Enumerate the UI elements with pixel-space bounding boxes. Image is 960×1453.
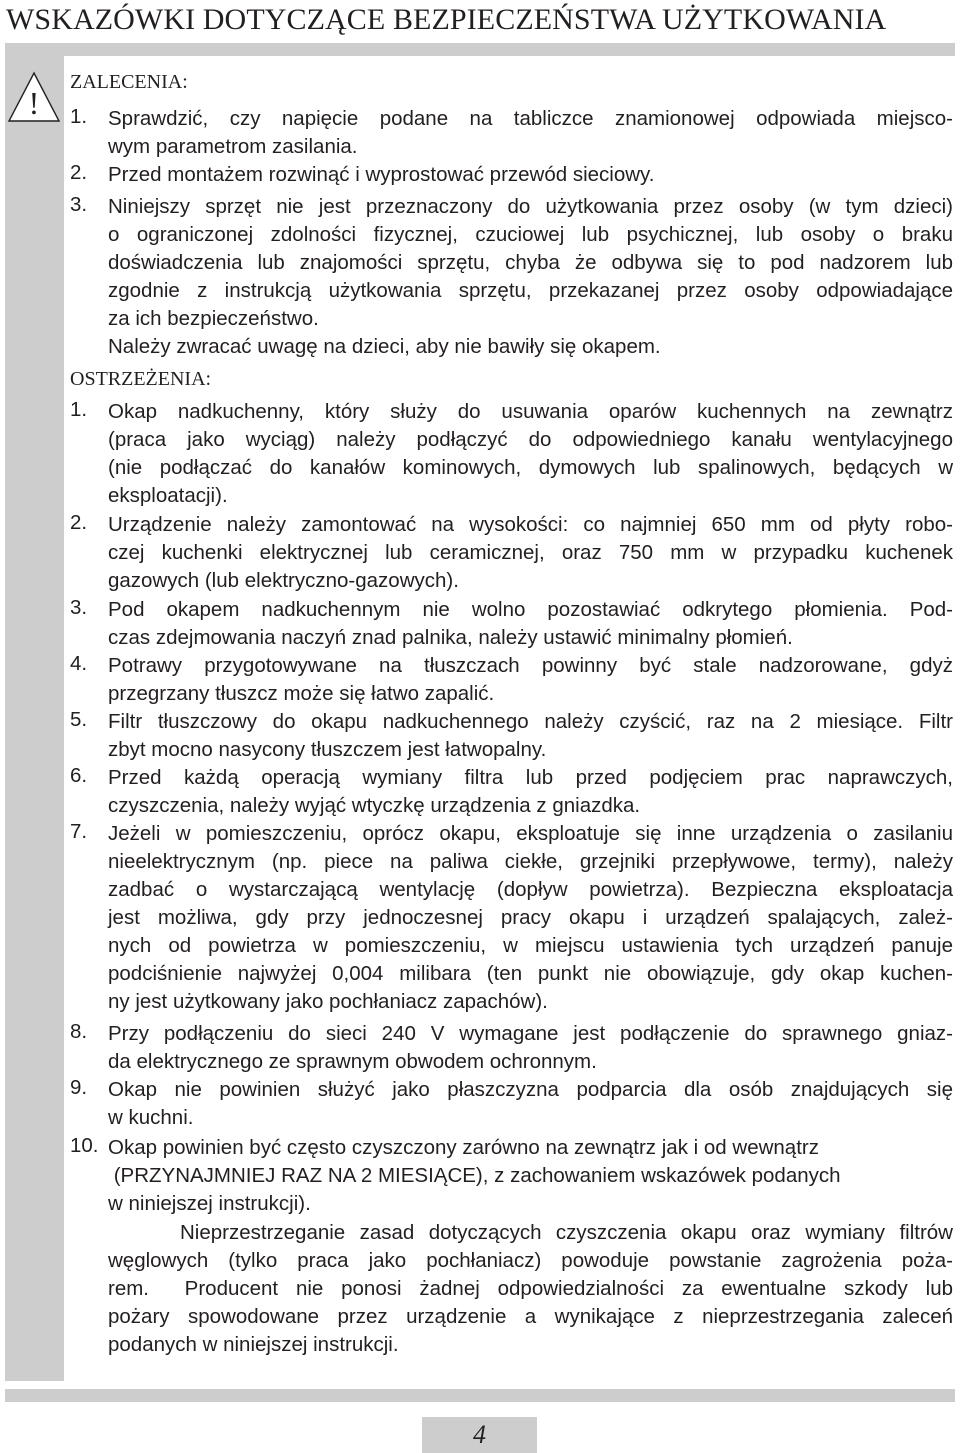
text-line: czej kuchenki elektrycznej lub ceramicznej, oraz 750 mm w przypadku kuchenek [108, 541, 953, 564]
closing-paragraph [108, 1219, 953, 1359]
text-line: Potrawy przygotowywane na tłuszczach powinny być stale nadzorowane, gdyż [108, 654, 953, 677]
warning-triangle-icon [7, 70, 61, 124]
item-number: 4. [70, 652, 88, 675]
text-line: wym parametrom zasilania. [108, 135, 358, 158]
text-line: Przed montażem rozwinąć i wyprostować przewód sieciowy. [108, 163, 655, 186]
item-number: 10. [70, 1134, 99, 1157]
svg-text:!: ! [28, 85, 40, 121]
item-text [108, 105, 953, 161]
text-line: o ograniczonej zdolności fizycznej, czuciowej lub psychicznej, lub osoby o braku [108, 223, 953, 246]
page-number-box [422, 1417, 537, 1453]
text-line: (praca jako wyciąg) należy podłączyć do odpowiedniego kanału wentylacyjnego [108, 428, 953, 451]
item-text [108, 511, 953, 595]
text-line: Jeżeli w pomieszczeniu, oprócz okapu, eksploatuje się inne urządzenia o zasilaniu [108, 822, 953, 845]
text-line: zadbać o wystarczającą wentylację (dopływ powietrza). Bezpieczna eksploatacja [108, 878, 953, 901]
text-line: Filtr tłuszczowy do okapu nadkuchennego należy czyścić, raz na 2 miesiące. Filtr [108, 710, 953, 733]
text-line: Niniejszy sprzęt nie jest przeznaczony do użytkowania przez osoby (w tym dzieci) [108, 195, 953, 218]
item-text [108, 1076, 953, 1132]
text-line: węglowych (tylko praca jako pochłaniacz) powoduje powstanie zagrożenia poża- [108, 1249, 953, 1272]
top-divider [5, 43, 955, 56]
item-number: 5. [70, 708, 88, 731]
bottom-divider [5, 1389, 955, 1402]
item-number: 3. [70, 596, 88, 619]
text-line: czyszczenia, należy wyjąć wtyczkę urządzenia z gniazdka. [108, 794, 641, 817]
item-text [108, 708, 953, 764]
text-line: w niniejszej instrukcji). [108, 1192, 311, 1215]
page-title: WSKAZÓWKI DOTYCZĄCE BEZPIECZEŃSTWA UŻYTKOWANIA [6, 3, 887, 36]
text-line: Pod okapem nadkuchennym nie wolno pozostawiać odkrytego płomienia. Pod- [108, 598, 953, 621]
text-line: jest możliwa, gdy przy jednoczesnej pracy okapu i urządzeń spalających, zależ- [108, 906, 953, 929]
text-line: podciśnienie najwyżej 0,004 milibara (ten punkt nie obowiązuje, gdy okap kuchen- [108, 962, 953, 985]
item-text [108, 596, 953, 652]
item-text [108, 652, 953, 708]
item-number: 1. [70, 105, 88, 128]
text-line: da elektrycznego ze sprawnym obwodem ochronnym. [108, 1050, 597, 1073]
item-number: 9. [70, 1076, 88, 1099]
text-line: podanych w niniejszej instrukcji. [108, 1333, 399, 1356]
text-line: (nie podłączać do kanałów kominowych, dymowych lub spalinowych, będących w [108, 456, 953, 479]
item-text [108, 820, 953, 1016]
item-text [108, 1134, 953, 1218]
text-line: Okap nadkuchenny, który służy do usuwania oparów kuchennych na zewnątrz [108, 400, 953, 423]
item-number: 1. [70, 398, 88, 421]
text-line: w kuchni. [108, 1106, 194, 1129]
page-number: 4 [473, 1420, 486, 1449]
text-line: za ich bezpieczeństwo. [108, 307, 319, 330]
item-text [108, 764, 953, 820]
text-line: ny jest użytkowany jako pochłaniacz zapachów). [108, 990, 548, 1013]
warnings-heading: OSTRZEŻENIA: [70, 368, 212, 390]
item-text [108, 193, 953, 361]
item-text [108, 398, 953, 510]
text-line: Należy zwracać uwagę na dzieci, aby nie bawiły się okapem. [108, 335, 661, 358]
text-line: Okap nie powinien służyć jako płaszczyzna podparcia dla osób znajdujących się [108, 1078, 953, 1101]
item-number: 8. [70, 1020, 88, 1043]
item-number: 6. [70, 764, 88, 787]
text-line: Okap powinien być często czyszczony zarówno na zewnątrz jak i od wewnątrz [108, 1136, 819, 1159]
item-text [108, 1020, 953, 1076]
text-line: zgodnie z instrukcją użytkowania sprzętu, przekazanej przez osoby odpowiadające [108, 279, 953, 302]
text-line: doświadczenia lub znajomości sprzętu, chyba że odbywa się to pod nadzorem lub [108, 251, 953, 274]
item-number: 3. [70, 193, 88, 216]
text-line: (PRZYNAJMNIEJ RAZ NA 2 MIESIĄCE), z zachowaniem wskazówek podanych [108, 1164, 841, 1187]
item-number: 7. [70, 820, 88, 843]
text-line: Przed każdą operacją wymiany filtra lub przed podjęciem prac naprawczych, [108, 766, 953, 789]
item-text [108, 161, 953, 189]
side-bar [5, 56, 64, 1381]
text-line: Nieprzestrzeganie zasad dotyczących czyszczenia okapu oraz wymiany filtrów [108, 1221, 953, 1244]
text-line: eksploatacji). [108, 484, 228, 507]
text-line: nieelektrycznym (np. piece na paliwa ciekłe, grzejniki przepływowe, termy), należy [108, 850, 953, 873]
text-line: rem. Producent nie ponosi żadnej odpowiedzialności za ewentualne szkody lub [108, 1277, 953, 1300]
item-number: 2. [70, 161, 88, 184]
text-line: nych od powietrza w pomieszczeniu, w miejscu ustawienia tych urządzeń panuje [108, 934, 953, 957]
text-line: przegrzany tłuszcz może się łatwo zapalić. [108, 682, 495, 705]
text-line: czas zdejmowania naczyń znad palnika, należy ustawić minimalny płomień. [108, 626, 793, 649]
text-line: Urządzenie należy zamontować na wysokości: co najmniej 650 mm od płyty robo- [108, 513, 953, 536]
item-number: 2. [70, 511, 88, 534]
text-line: gazowych (lub elektryczno-gazowych). [108, 569, 459, 592]
text-line: pożary spowodowane przez urządzenie a wynikające z nieprzestrzegania zaleceń [108, 1305, 953, 1328]
text-line: zbyt mocno nasycony tłuszczem jest łatwopalny. [108, 738, 547, 761]
text-line: Sprawdzić, czy napięcie podane na tabliczce znamionowej odpowiada miejsco- [108, 107, 953, 130]
recommendations-heading: ZALECENIA: [70, 71, 188, 93]
text-line: Przy podłączeniu do sieci 240 V wymagane jest podłączenie do sprawnego gniaz- [108, 1022, 953, 1045]
